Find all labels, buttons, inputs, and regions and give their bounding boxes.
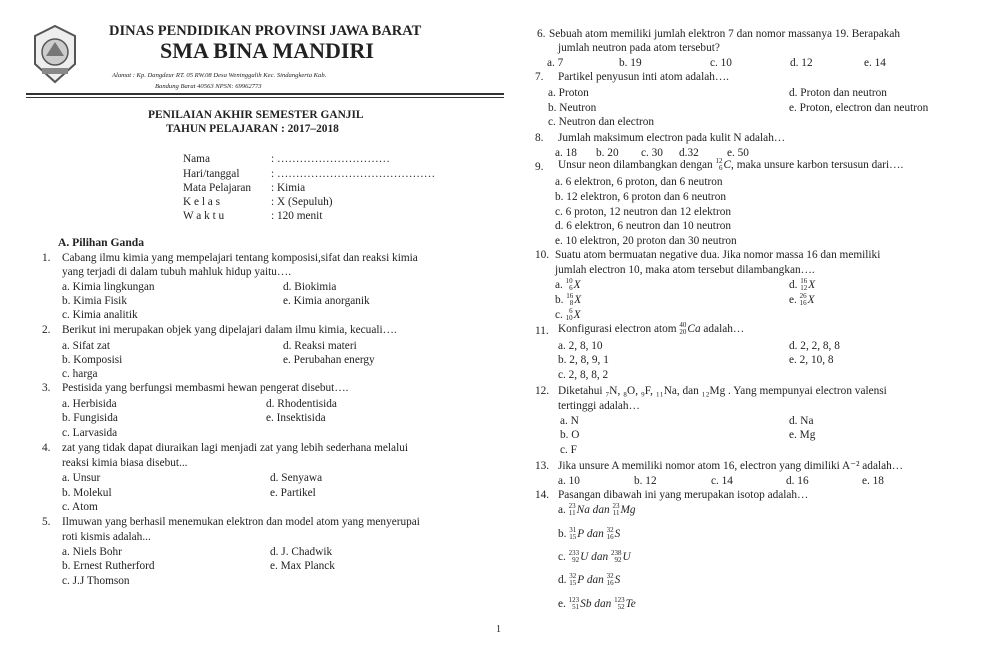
header-divider xyxy=(26,93,504,95)
section-heading: A. Pilihan Ganda xyxy=(58,236,145,249)
answer-option: a. 6 elektron, 6 proton, dan 6 neutron xyxy=(555,176,723,188)
answer-option: b. Neutron xyxy=(548,102,597,114)
nuclide-symbol: X xyxy=(573,279,581,291)
question-number: 11. xyxy=(535,325,549,337)
header-divider-thin xyxy=(26,97,504,98)
answer-option: b. 19 xyxy=(619,57,642,69)
question-text: Partikel penyusun inti atom adalah…. xyxy=(558,71,729,83)
nuclide-numbers: 16 8 xyxy=(566,292,574,308)
nuclide-numbers: 233 92 xyxy=(568,549,580,565)
answer-option: a. 10 6 X xyxy=(555,277,581,293)
nuclide-symbol: U xyxy=(580,551,589,563)
exam-title: PENILAIAN AKHIR SEMESTER GANJIL xyxy=(148,109,364,121)
question-number: 12. xyxy=(535,385,550,397)
question-text: Pestisida yang berfungsi membasmi hewan pengerat disebut…. xyxy=(62,382,349,394)
nuclide-symbol: X xyxy=(574,294,582,306)
answer-option: b. 16 8 X xyxy=(555,292,582,308)
question-number: 2. xyxy=(42,324,51,336)
answer-option: a. Unsur xyxy=(62,472,101,484)
nuclide-symbol: Sb xyxy=(580,598,592,610)
question-text: Sebuah atom memiliki jumlah elektron 7 dan nomor massanya 19. Berapakah xyxy=(549,28,901,40)
nuclide-numbers: 238 92 xyxy=(610,549,622,565)
answer-option: c. 2, 8, 8, 2 xyxy=(558,369,609,381)
info-label: Nama xyxy=(183,153,210,165)
info-value: : …………………………………… xyxy=(271,168,436,180)
conjunction: dan xyxy=(584,528,607,540)
answer-option: c. F xyxy=(560,444,577,456)
question-number: 1. xyxy=(42,252,51,264)
answer-option: d. 2, 2, 8, 8 xyxy=(789,340,840,352)
info-value: : 120 menit xyxy=(271,210,323,222)
answer-option: e. Mg xyxy=(789,429,816,441)
school-address-line2: Bandung Barat 40563 NPSN: 69962773 xyxy=(155,83,262,90)
answer-option: b. 12 xyxy=(634,475,657,487)
school-address: Alamat : Kp. Dangdeur RT. 05 RW.08 Desa Weninggalih Kec. Sindangkerta Kab. xyxy=(112,72,327,79)
info-label: K e l a s xyxy=(183,196,221,208)
answer-option: e. 50 xyxy=(727,147,749,159)
nuclide-numbers: 26 16 xyxy=(799,292,807,308)
answer-option: a. 2, 8, 10 xyxy=(558,340,603,352)
question-number: 5. xyxy=(42,516,51,528)
question-text: Suatu atom bermuatan negative dua. Jika nomor massa 16 dan memiliki xyxy=(555,249,881,261)
answer-option: b. O xyxy=(560,429,580,441)
answer-option: d. Senyawa xyxy=(270,472,323,484)
answer-option: e. Kimia anorganik xyxy=(283,295,370,307)
page-number: 1 xyxy=(496,624,501,635)
answer-option: d. Proton dan neutron xyxy=(789,87,887,99)
nuclide-symbol: X xyxy=(808,279,816,291)
question-text: roti kismis adalah... xyxy=(62,531,151,543)
answer-option: c. 6 10 X xyxy=(555,307,581,323)
answer-option: d. Rhodentisida xyxy=(266,398,337,410)
nuclide-symbol: C xyxy=(723,159,732,171)
conjunction: dan xyxy=(588,551,611,563)
answer-option: c. harga xyxy=(62,368,98,380)
nuclide-symbol: P xyxy=(577,528,584,540)
question-text: Cabang ilmu kimia yang mempelajari tentang komposisi,sifat dan reaksi kimia xyxy=(62,252,418,264)
answer-option: d. J. Chadwik xyxy=(270,546,333,558)
question-text: jumlah electron 10, maka atom tersebut dilambangkan…. xyxy=(555,264,815,276)
question-text: Konfigurasi electron atom 40 20 Ca adalah… xyxy=(558,321,745,337)
conjunction: dan xyxy=(591,598,615,610)
school-emblem-icon xyxy=(30,24,80,84)
answer-option: a. Proton xyxy=(548,87,589,99)
nuclide-numbers: 123 52 xyxy=(614,596,625,612)
answer-option: c. Kimia analitik xyxy=(62,309,138,321)
question-text: zat yang tidak dapat diuraikan lagi menjadi zat yang lebih sederhana melalui xyxy=(62,442,408,454)
answer-option: b. Komposisi xyxy=(62,354,123,366)
info-value: : ………………………… xyxy=(271,153,390,165)
question-text: Unsur neon dilambangkan dengan 12 6 C, maka unsure karbon tersusun dari…. xyxy=(558,157,904,173)
question-number: 4. xyxy=(42,442,51,454)
info-label: W a k t u xyxy=(183,210,225,222)
question-text: tertinggi adalah… xyxy=(558,400,640,412)
question-number: 7. xyxy=(535,71,544,83)
question-text: Pasangan dibawah ini yang merupakan isotop adalah… xyxy=(558,489,809,501)
question-number: 8. xyxy=(535,132,544,144)
question-number: 9. xyxy=(535,161,544,173)
nuclide-numbers: 32 16 xyxy=(606,572,614,588)
answer-option: c. 14 xyxy=(711,475,733,487)
nuclide-numbers: 40 20 xyxy=(679,321,687,337)
answer-option: d.32 xyxy=(679,147,699,159)
info-label: Mata Pelajaran xyxy=(183,182,252,194)
answer-option: e. Partikel xyxy=(270,487,316,499)
nuclide-numbers: 6 10 xyxy=(565,307,573,323)
conjunction: dan xyxy=(589,504,613,516)
answer-option: b. 12 elektron, 6 proton dan 6 neutron xyxy=(555,191,726,203)
agency-name: DINAS PENDIDIKAN PROVINSI JAWA BARAT xyxy=(109,23,422,39)
nuclide-symbol: X xyxy=(573,309,581,321)
exam-year: TAHUN PELAJARAN : 2017–2018 xyxy=(166,123,339,135)
answer-option: d. 32 15 P dan 32 16 S xyxy=(558,572,621,588)
nuclide-symbol: S xyxy=(614,528,621,540)
answer-option: d. 12 xyxy=(790,57,813,69)
answer-option: e. 18 xyxy=(862,475,884,487)
answer-option: b. Kimia Fisik xyxy=(62,295,127,307)
answer-option: c. Atom xyxy=(62,501,98,513)
answer-option: d. Biokimia xyxy=(283,281,337,293)
question-text: reaksi kimia biasa disebut... xyxy=(62,457,188,469)
answer-option: e. Insektisida xyxy=(266,412,326,424)
school-name: SMA BINA MANDIRI xyxy=(160,38,374,63)
answer-option: a. Sifat zat xyxy=(62,340,110,352)
conjunction: dan xyxy=(584,574,607,586)
info-value: : X (Sepuluh) xyxy=(271,196,333,208)
answer-option: c. 6 proton, 12 neutron dan 12 elektron xyxy=(555,206,732,218)
nuclide-numbers: 31 15 xyxy=(569,526,577,542)
question-text: Berikut ini merupakan objek yang dipelajari dalam ilmu kimia, kecuali…. xyxy=(62,324,397,336)
answer-option: a. Kimia lingkungan xyxy=(62,281,155,293)
answer-option: c. Neutron dan electron xyxy=(548,116,655,128)
question-text: Jika unsure A memiliki nomor atom 16, electron yang dimiliki A⁻² adalah… xyxy=(558,460,904,472)
answer-option: a. 10 xyxy=(558,475,580,487)
answer-option: b. Molekul xyxy=(62,487,112,499)
answer-option: b. Ernest Rutherford xyxy=(62,560,155,572)
answer-option: c. Larvasida xyxy=(62,427,118,439)
nuclide-symbol: Mg xyxy=(620,504,636,516)
answer-option: a. 7 xyxy=(547,57,564,69)
answer-option: c. 10 xyxy=(710,57,732,69)
nuclide-numbers: 16 12 xyxy=(800,277,808,293)
question-text: Diketahui ₇N, ₈O, ₉F, ₁₁Na, dan ₁₂Mg . Yang mempunyai electron valensi xyxy=(558,385,887,397)
answer-option: b. 20 xyxy=(596,147,619,159)
answer-option: d. Na xyxy=(789,415,814,427)
answer-option: c. J.J Thomson xyxy=(62,575,130,587)
nuclide-symbol: Na xyxy=(576,504,590,516)
answer-option: e. 26 16 X xyxy=(789,292,815,308)
answer-option: d. 16 xyxy=(786,475,809,487)
nuclide-numbers: 123 51 xyxy=(568,596,580,612)
nuclide-numbers: 10 6 xyxy=(565,277,573,293)
nuclide-symbol: P xyxy=(577,574,584,586)
question-number: 13. xyxy=(535,460,550,472)
answer-option: e. 14 xyxy=(864,57,886,69)
answer-option: b. Fungisida xyxy=(62,412,118,424)
answer-option: a. Herbisida xyxy=(62,398,117,410)
answer-option: b. 2, 8, 9, 1 xyxy=(558,354,609,366)
answer-option: d. 16 12 X xyxy=(789,277,816,293)
answer-option: a. 18 xyxy=(555,147,577,159)
question-number: 10. xyxy=(535,249,550,261)
answer-option: e. Max Planck xyxy=(270,560,335,572)
nuclide-numbers: 32 15 xyxy=(569,572,577,588)
question-number: 6. xyxy=(537,28,546,40)
answer-option: b. 31 15 P dan 32 16 S xyxy=(558,526,621,542)
nuclide-numbers: 32 16 xyxy=(606,526,614,542)
question-text: yang terjadi di dalam tubuh mahluk hidup yaitu…. xyxy=(62,266,292,278)
nuclide-numbers: 23 11 xyxy=(568,502,576,518)
nuclide-symbol: Te xyxy=(625,598,636,610)
nuclide-numbers: 12 6 xyxy=(715,157,723,173)
answer-option: e. Perubahan energy xyxy=(283,354,375,366)
question-text: Jumlah maksimum electron pada kulit N adalah… xyxy=(558,132,786,144)
nuclide-symbol: X xyxy=(807,294,815,306)
answer-option: c. 30 xyxy=(641,147,663,159)
answer-option: a. N xyxy=(560,415,579,427)
info-label: Hari/tanggal xyxy=(183,168,240,180)
nuclide-numbers: 23 11 xyxy=(612,502,620,518)
question-text: Ilmuwan yang berhasil menemukan elektron dan model atom yang menyerupai xyxy=(62,516,420,528)
answer-option: d. 6 elektron, 6 neutron dan 10 neutron xyxy=(555,220,732,232)
answer-option: e. Proton, electron dan neutron xyxy=(789,102,929,114)
answer-option: e. 2, 10, 8 xyxy=(789,354,834,366)
question-number: 3. xyxy=(42,382,51,394)
answer-option: d. Reaksi materi xyxy=(283,340,357,352)
answer-option: c. 233 92 U dan 238 92 U xyxy=(558,549,631,565)
answer-option: a. 23 11 Na dan 23 11 Mg xyxy=(558,502,636,518)
question-text: jumlah neutron pada atom tersebut? xyxy=(558,42,720,54)
nuclide-symbol: S xyxy=(614,574,621,586)
question-number: 14. xyxy=(535,489,550,501)
answer-option: e. 123 51 Sb dan 123 52 Te xyxy=(558,596,636,612)
info-value: : Kimia xyxy=(271,182,306,194)
nuclide-symbol: U xyxy=(622,551,631,563)
nuclide-symbol: Ca xyxy=(687,323,701,335)
answer-option: a. Niels Bohr xyxy=(62,546,122,558)
answer-option: e. 10 elektron, 20 proton dan 30 neutron xyxy=(555,235,737,247)
